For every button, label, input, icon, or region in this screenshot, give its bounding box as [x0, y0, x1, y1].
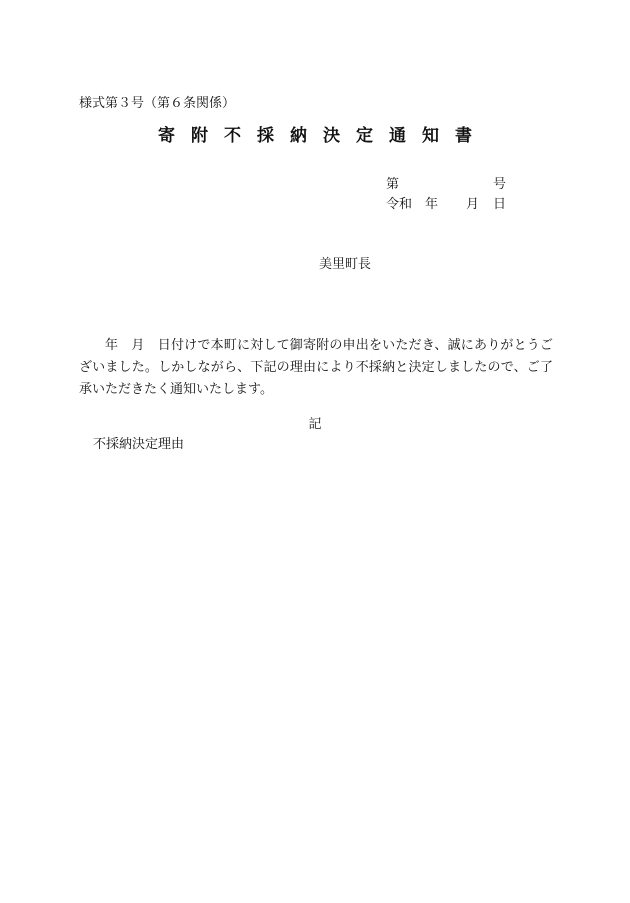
- number-suffix: 号: [493, 177, 507, 192]
- title-char: 寄: [158, 126, 175, 146]
- date-month-unit: 月: [466, 197, 480, 212]
- title-char: 書: [455, 126, 472, 146]
- title-char: 附: [191, 126, 208, 146]
- title-char: 通: [389, 126, 406, 146]
- title-char: 定: [356, 126, 373, 146]
- title-char: 納: [290, 126, 307, 146]
- reason-label: 不採納決定理由: [93, 437, 185, 452]
- title-char: 不: [224, 126, 241, 146]
- date-row: [386, 195, 511, 215]
- document-number-row: [386, 175, 511, 195]
- reference-block: [386, 175, 511, 215]
- title-char: 知: [422, 126, 439, 146]
- title-char: 決: [323, 126, 340, 146]
- date-era: 令和: [386, 197, 413, 212]
- form-number: 様式第３号（第６条関係）: [79, 96, 236, 111]
- date-year-unit: 年: [425, 197, 439, 212]
- title-char: 採: [257, 126, 274, 146]
- date-day-unit: 日: [493, 197, 507, 212]
- ki-heading: 記: [308, 417, 322, 432]
- document-title: [0, 124, 630, 148]
- body-paragraph: 年 月 日付けで本町に対して御寄附の申出をいただき、誠にありがとうございました。しかしながら、下記の理由により不採納と決定しましたので、ご了承いただきたく通知いたします。: [79, 338, 553, 397]
- sender-name: 美里町長: [319, 257, 372, 272]
- number-prefix: 第: [386, 177, 400, 192]
